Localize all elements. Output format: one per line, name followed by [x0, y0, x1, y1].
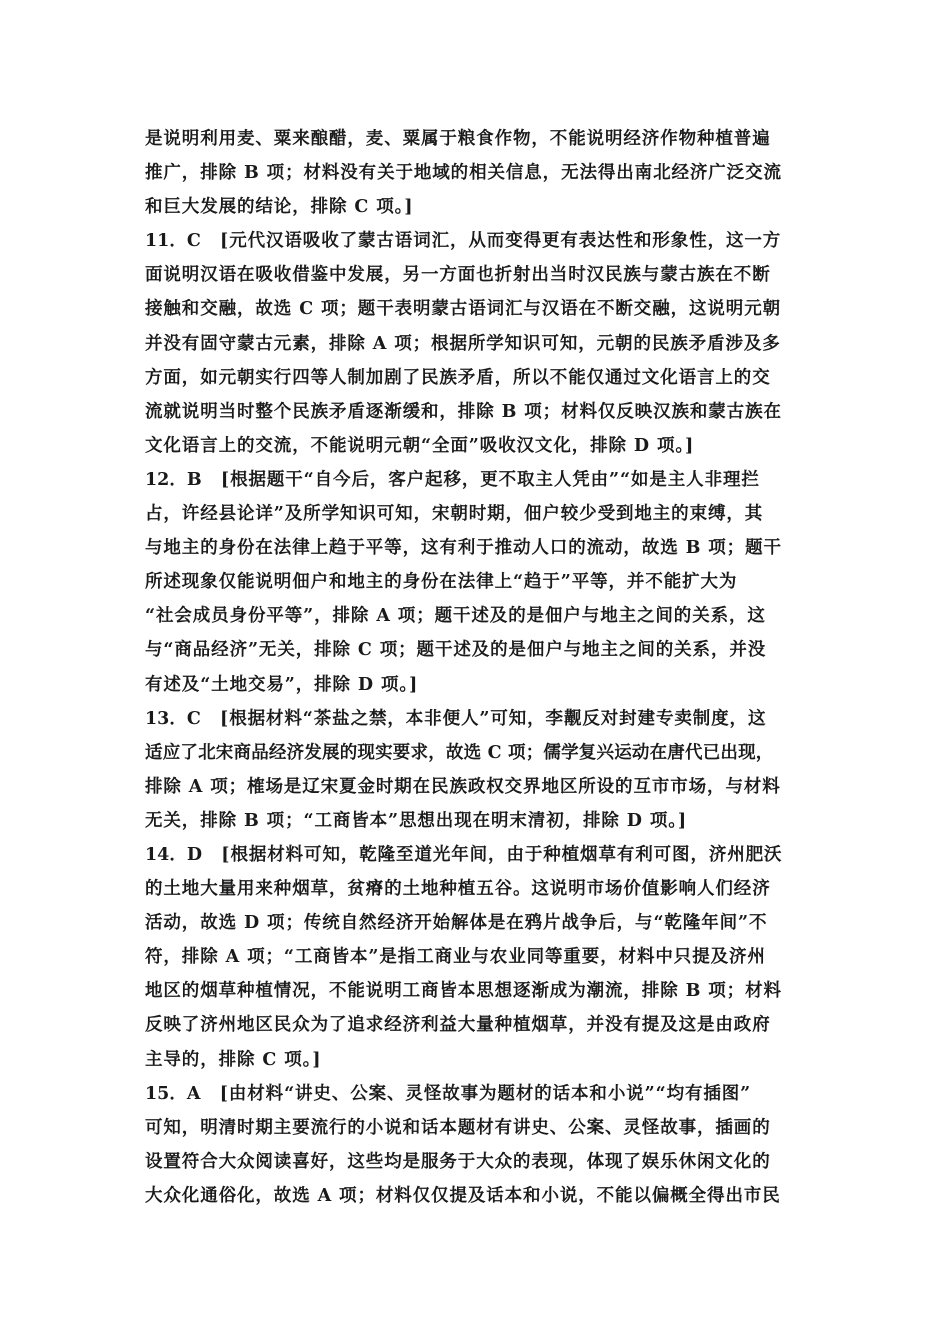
text-line-start: [由材料“讲史、公案、灵怪故事为题材的话本和小说”“均有插图” — [219, 1083, 752, 1104]
paragraph-q14 — [145, 838, 813, 1077]
question-number: 13．C — [145, 708, 201, 729]
text-line-start: [根据材料可知，乾隆至道光年间，由于种植烟草有利可图，济州肥沃 — [221, 844, 783, 865]
text-line: 适应了北宋商品经济发展的现实要求，故选 C 项；儒学复兴运动在唐代已出现， — [145, 742, 774, 763]
text-line-start: [根据材料“茶盐之禁，本非便人”可知，李觏反对封建专卖制度，这 — [220, 708, 767, 729]
text-line — [145, 463, 813, 497]
text-line: 设置符合大众阅读喜好，这些均是服务于大众的表现，体现了娱乐休闲文化的 — [145, 1151, 771, 1172]
paragraph-q13 — [145, 702, 813, 838]
text-line: 并没有固守蒙古元素，排除 A 项；根据所学知识可知，元朝的民族矛盾涉及多 — [145, 333, 781, 354]
text-line: 与地主的身份在法律上趋于平等，这有利于推动人口的流动，故选 B 项；题干 — [145, 538, 782, 559]
text-line: 流就说明当时整个民族矛盾逐渐缓和，排除 B 项；材料仅反映汉族和蒙古族在 — [145, 401, 782, 422]
text-line: 可知，明清时期主要流行的小说和话本题材有讲史、公案、灵怪故事，插画的 — [145, 1117, 771, 1138]
paragraph-q15 — [145, 1077, 813, 1213]
text-line: 推广，排除 B 项；材料没有关于地域的相关信息，无法得出南北经济广泛交流 — [145, 163, 782, 184]
text-line: 接触和交融，故选 C 项；题干表明蒙古语词汇与汉语在不断交融，这说明元朝 — [145, 299, 782, 320]
paragraph-q12 — [145, 463, 813, 702]
text-line: 是说明利用麦、粟来酿醋，麦、粟属于粮食作物，不能说明经济作物种植普遍 — [145, 129, 771, 149]
text-line: 与“商品经济”无关，排除 C 项；题干述及的是佃户与地主之间的关系，并没 — [145, 640, 767, 661]
text-line: 和巨大发展的结论，排除 C 项。] — [145, 197, 414, 218]
text-line: 面说明汉语在吸收借鉴中发展，另一方面也折射出当时汉民族与蒙古族在不断 — [145, 265, 771, 286]
text-line-start: [元代汉语吸收了蒙古语词汇，从而变得更有表达性和形象性，这一方 — [220, 231, 782, 252]
question-number: 12．B — [145, 469, 202, 490]
question-number: 11．C — [145, 231, 201, 252]
text-line: “社会成员身份平等”，排除 A 项；题干述及的是佃户与地主之间的关系，这 — [145, 606, 766, 627]
paragraph-q10-continued — [145, 122, 813, 224]
text-line: 大众化通俗化，故选 A 项；材料仅仅提及话本和小说，不能以偏概全得出市民 — [145, 1185, 781, 1206]
text-line: 排除 A 项；榷场是辽宋夏金时期在民族政权交界地区所设的互市市场，与材料 — [145, 776, 781, 797]
text-line: 的土地大量用来种烟草，贫瘠的土地种植五谷。这说明市场价值影响人们经济 — [145, 879, 771, 900]
text-line — [145, 224, 813, 258]
text-line: 方面，如元朝实行四等人制加剧了民族矛盾，所以不能仅通过文化语言上的交 — [145, 367, 771, 388]
text-line: 占，许经县论详”及所学知识可知，宋朝时期，佃户较少受到地主的束缚，其 — [145, 504, 764, 525]
text-line: 所述现象仅能说明佃户和地主的身份在法律上“趋于”平等，并不能扩大为 — [145, 572, 738, 593]
text-line: 地区的烟草种植情况，不能说明工商皆本思想逐渐成为潮流，排除 B 项；材料 — [145, 981, 782, 1002]
text-line: 活动，故选 D 项；传统自然经济开始解体是在鸦片战争后，与“乾隆年间”不 — [145, 913, 768, 934]
text-line: 符，排除 A 项；“工商皆本”是指工商业与农业同等重要，材料中只提及济州 — [145, 947, 766, 968]
text-line-start: [根据题干“自今后，客户起移，更不取主人凭由”“如是主人非理拦 — [220, 469, 760, 490]
text-line — [145, 1077, 813, 1111]
text-line: 无关，排除 B 项；“工商皆本”思想出现在明末清初，排除 D 项。] — [145, 810, 688, 831]
text-line — [145, 838, 813, 872]
answer-explanations — [145, 122, 813, 1213]
question-number: 15．A — [145, 1083, 201, 1104]
paragraph-q11 — [145, 224, 813, 463]
text-line: 文化语言上的交流，不能说明元朝“全面”吸收汉文化，排除 D 项。] — [145, 435, 695, 456]
text-line: 有述及“土地交易”，排除 D 项。] — [145, 674, 419, 695]
question-number: 14．D — [145, 844, 203, 865]
text-line — [145, 702, 813, 736]
text-line: 反映了济州地区民众为了追求经济利益大量种植烟草，并没有提及这是由政府 — [145, 1015, 771, 1036]
text-line: 主导的，排除 C 项。] — [145, 1049, 322, 1070]
